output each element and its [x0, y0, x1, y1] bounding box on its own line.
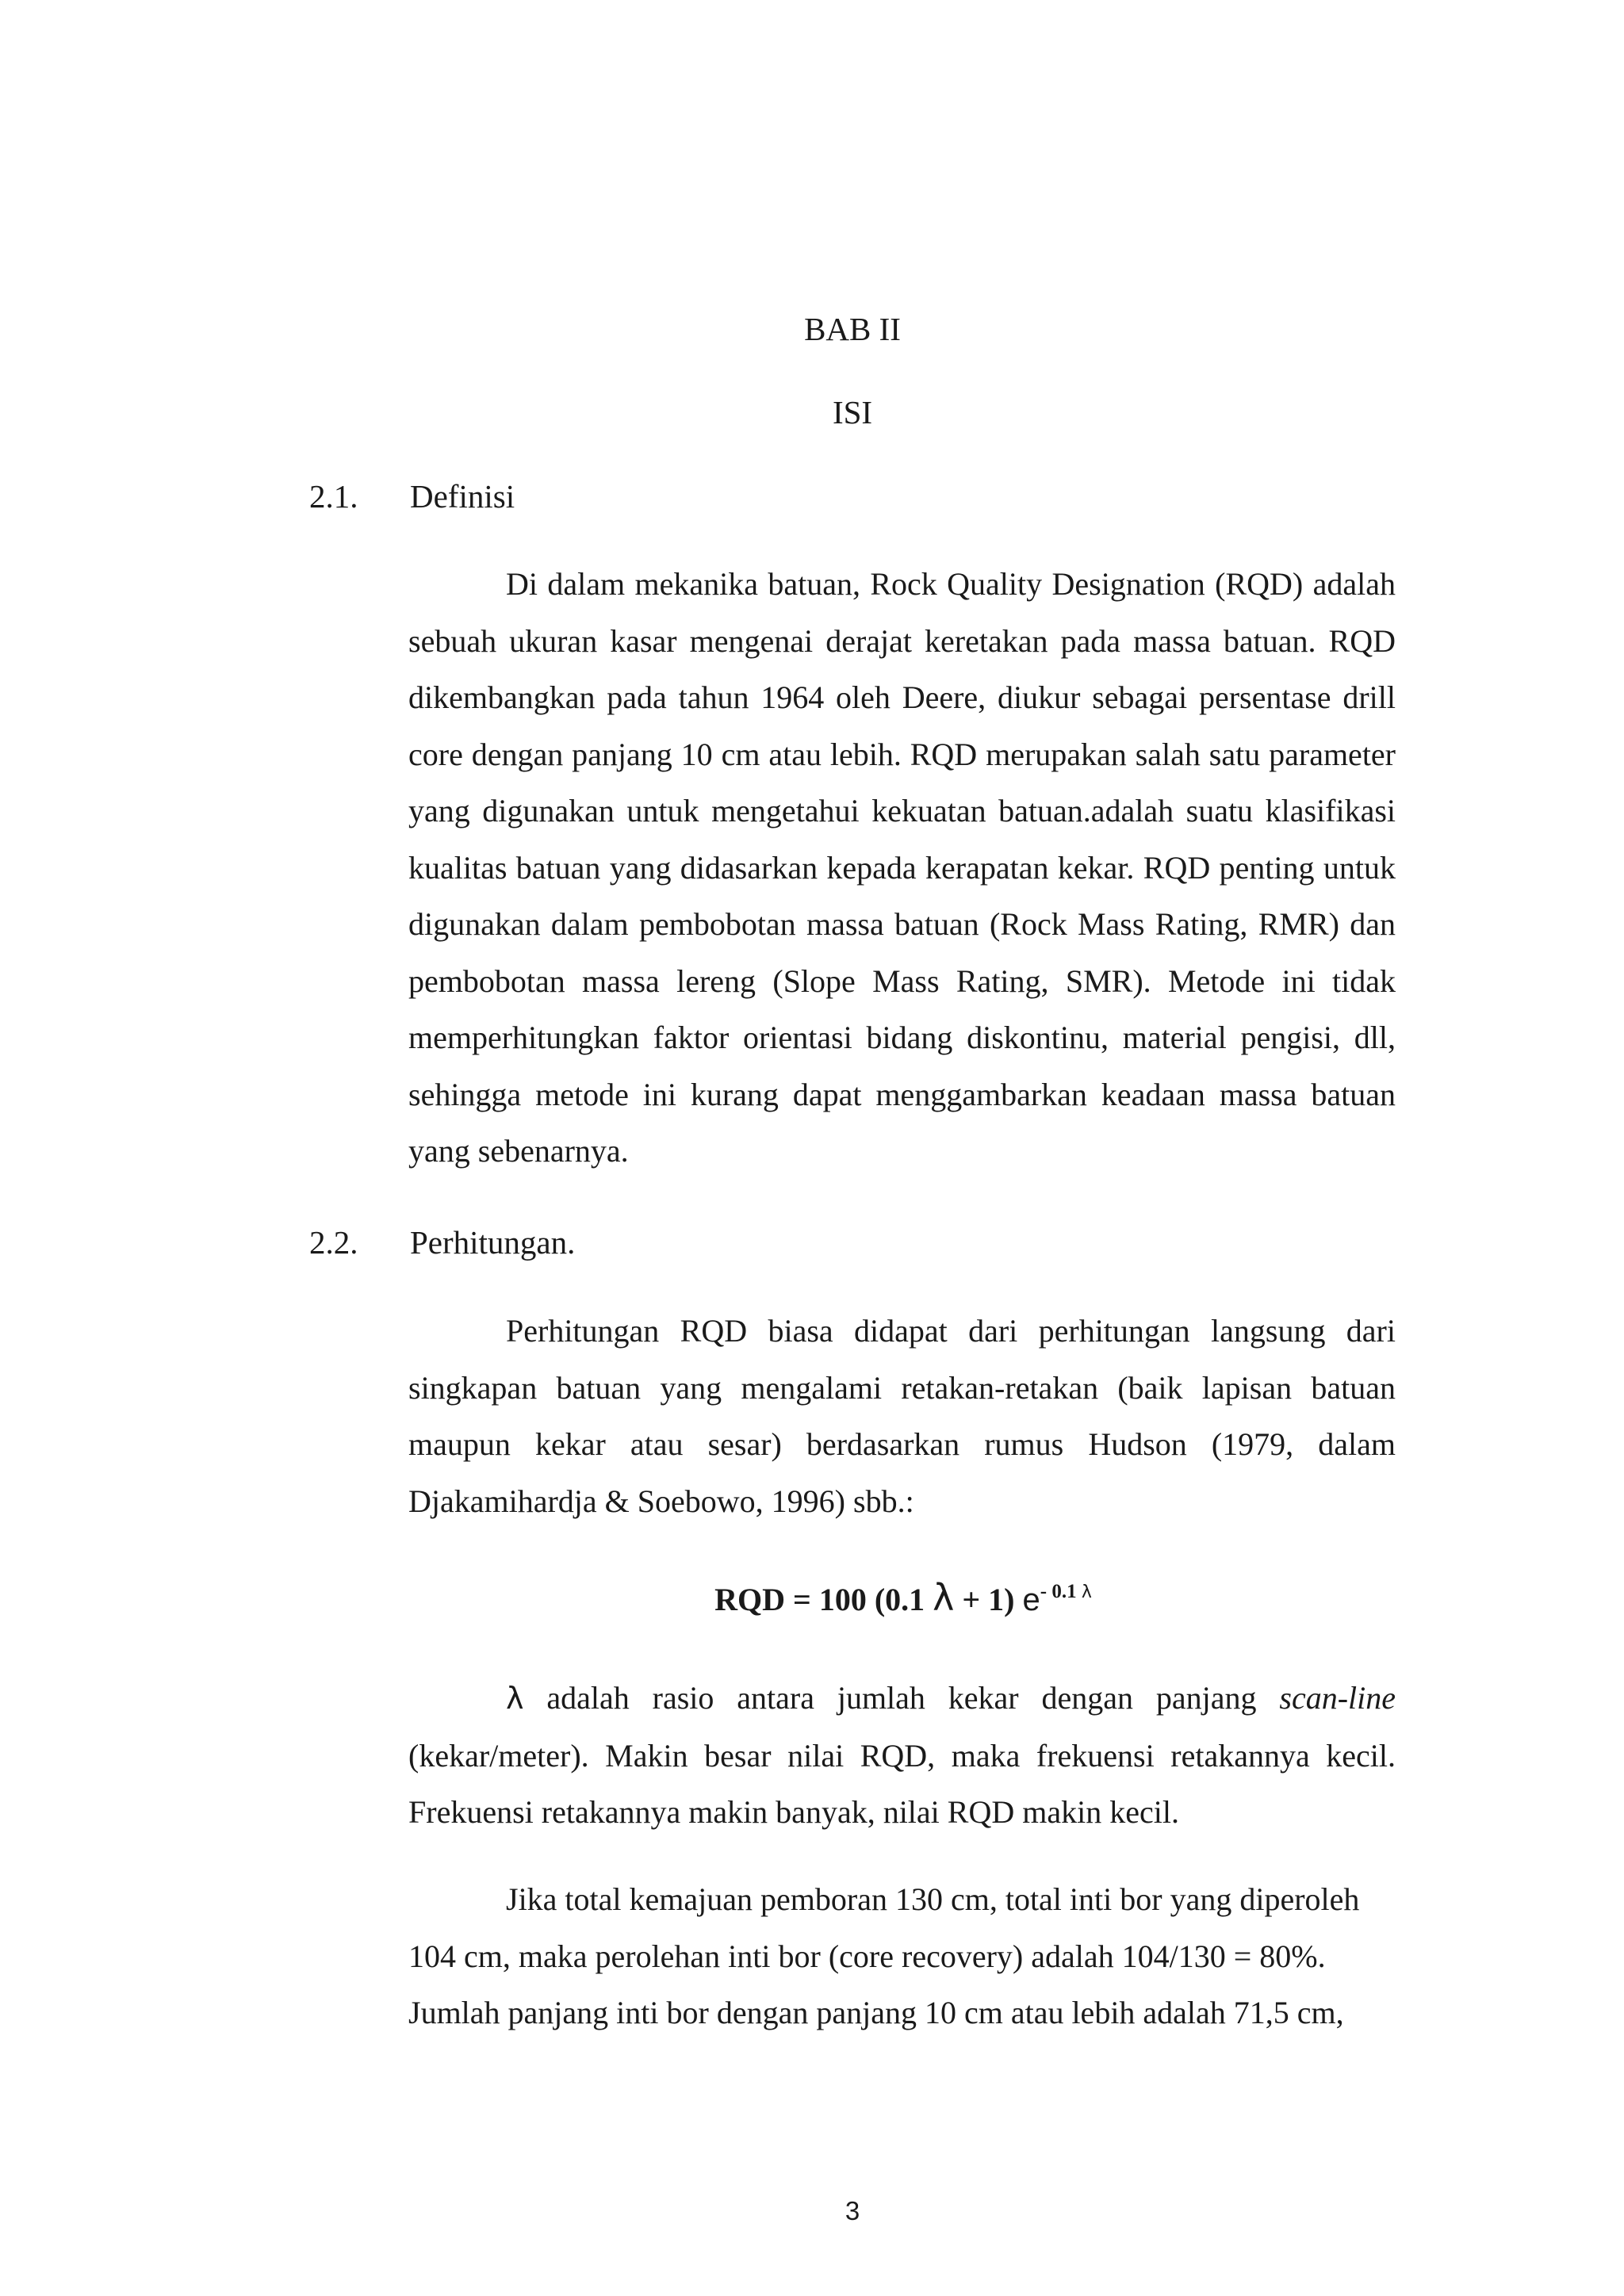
formula-mid: + 1): [954, 1582, 1023, 1617]
formula-base: e: [1022, 1582, 1040, 1617]
text-segment: (kekar/meter). Makin besar nilai RQD, maka frekuensi retakannya kecil. Frekuensi retakannya makin banyak, nilai RQD makin kecil.: [408, 1737, 1396, 1830]
formula-lambda: λ: [933, 1576, 955, 1619]
formula-exponent-lambda: λ: [1081, 1582, 1092, 1602]
chapter-title: ISI: [832, 394, 873, 430]
section-number: 2.1.: [309, 478, 358, 515]
rqd-formula: [0, 1574, 1624, 1629]
section-number: 2.2.: [309, 1224, 358, 1261]
text-segment: adalah rasio antara jumlah kekar dengan panjang: [523, 1680, 1280, 1716]
paragraph-perhitungan-intro: Perhitungan RQD biasa didapat dari perhitungan langsung dari singkapan batuan yang mengalami retakan-retakan (baik lapisan batuan maupun kekar atau sesar) berdasarkan rumus Hudson (1979, dalam Djakamihardja & Soebowo, 1996) sbb.:: [408, 1313, 1396, 1519]
chapter-number: BAB II: [804, 311, 901, 347]
lambda-symbol: λ: [506, 1681, 524, 1716]
section-title: Definisi: [410, 478, 515, 515]
italic-term: scan-line: [1279, 1680, 1396, 1716]
section-title: Perhitungan.: [410, 1224, 576, 1261]
section-heading-definisi: [309, 480, 515, 513]
paragraph-definisi: Di dalam mekanika batuan, Rock Quality Designation (RQD) adalah sebuah ukuran kasar mengenai derajat keretakan pada massa batuan. RQD dikembangkan pada tahun 1964 oleh Deere, diukur sebagai persentase drill core dengan panjang 10 cm atau lebih. RQD merupakan salah satu parameter yang digunakan untuk mengetahui kekuatan batuan.adalah suatu klasifikasi kualitas batuan yang didasarkan kepada kerapatan kekar. RQD penting untuk digunakan dalam pembobotan massa batuan (Rock Mass Rating, RMR) dan pembobotan massa lereng (Slope Mass Rating, SMR). Metode ini tidak memperhitungkan faktor orientasi bidang diskontinu, material pengisi, dll, sehingga metode ini kurang dapat menggambarkan keadaan massa batuan yang sebenarnya.: [408, 566, 1396, 1169]
section-heading-perhitungan: [309, 1226, 575, 1259]
formula-exponent-text: - 0.1: [1040, 1581, 1082, 1602]
paragraph-example: Jika total kemajuan pemboran 130 cm, total inti bor yang diperoleh 104 cm, maka perolehan inti bor (core recovery) adalah 104/130 = 80%. Jumlah panjang inti bor dengan panjang 10 cm atau lebih adalah 71,5 cm,: [408, 1881, 1360, 2030]
page-number: 3: [845, 2196, 860, 2225]
paragraph-lambda-definition: [408, 1670, 1396, 1841]
formula-exponent: [1040, 1581, 1092, 1602]
formula-lhs: RQD = 100 (0.1: [714, 1582, 933, 1617]
